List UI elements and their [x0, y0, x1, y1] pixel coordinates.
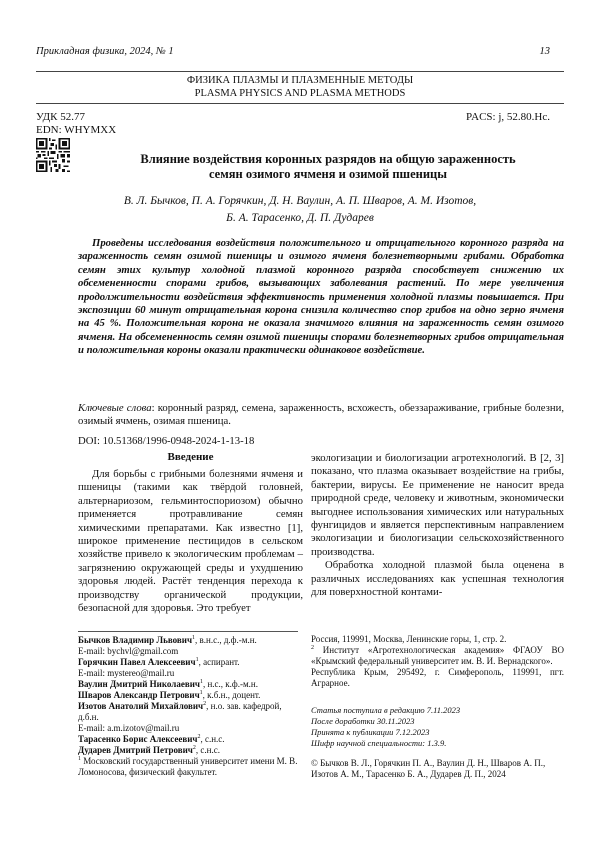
date-received: Статья поступила в редакцию 7.11.2023: [311, 705, 461, 715]
udk-block: [36, 111, 116, 136]
author-position: , с.н.с.: [200, 734, 225, 744]
date-revised: После доработки 30.11.2023: [311, 716, 415, 726]
introduction-left-column: Для борьбы с грибными болезнями ячменя и пшеницы (такими как твёрдой головней, альтернариозом, гельминтоспориозом) обычно применяется протравливание семян химическими препаратами. Как известно [1], широкое применение пестицидов в сельском хозяйстве привело к экологическим проблемам – загрязнению окружающей среды и ухудшению здоровья людей. Растёт тенденция перехода к производству органической продукции, безопасной для здоровья. Это требует: [78, 468, 303, 615]
author-affiliations-left: [78, 635, 303, 778]
qr-code-icon: [36, 138, 70, 172]
abstract: Проведены исследования воздействия положительного и отрицательного коронного разряда на зараженность семян озимой пшеницы и озимого ячменя болезнетворными грибами. Обработка семян этих культур холодной плазмой коронного разряда способствует снижению их обсемененности спорами грибов, вызывающих заболевания растений. По мере увеличения продолжительности воздействия эффективность применения холодной плазмы повышается. При экспозиции 60 минут отрицательная корона снизила количество спор грибов на одно зерно ячменя на 45 %. Положительная корона не оказала значимого влияния на зараженность семян озимого ячменя. На обсемененность семян озимой пшеницы спорами болезнетворных грибов отрицательная и положительная короны оказали практически одинаковое воздействие.: [78, 237, 564, 357]
affiliation-marker: 1: [192, 635, 196, 641]
author-position: , в.н.с., д.ф.-м.н.: [195, 635, 257, 645]
author-position: , н.о. зав. кафедрой, д.б.н.: [78, 701, 282, 722]
keywords: [78, 402, 564, 429]
author-name: Бычков Владимир Львович: [78, 635, 193, 645]
author-email: E-mail: mystereo@mail.ru: [78, 668, 175, 678]
author-position: , к.б.н., доцент.: [202, 690, 261, 700]
specialty-code: Шифр научной специальности: 1.3.9.: [311, 738, 447, 748]
affiliation-line: [78, 690, 303, 701]
article-dates: [311, 705, 564, 749]
author-name: Шваров Александр Петрович: [78, 690, 200, 700]
author-affiliations-right: [311, 634, 564, 689]
title-line-1: Влияние воздействия коронных разрядов на общую зараженность: [140, 152, 516, 166]
copyright: © Бычков В. Л., Горячкин П. А., Ваулин Д. Н., Шваров А. П., Изотов А. М., Тарасенко Б. А., Дударев Д. П., 2024: [311, 758, 546, 779]
affiliation-2-marker: 2: [311, 645, 314, 651]
affiliation-line: [78, 734, 303, 745]
author-name: Тарасенко Борис Алексеевич: [78, 734, 198, 744]
affiliation-marker: 2: [197, 734, 201, 740]
author-list: [60, 193, 540, 226]
intro-right-paragraph-1: экологизации и биологизации агротехнологий. В [2, 3] показано, что плазма оказывает воздействие на грибы, бактерии, вирусы. Ее применение не наносит вреда природной среде, человеку и животным, экономически выгоднее использования химических или натуральных фунгицидов и является перспективным направлением экологизации и биологизации сельскохозяйственного производства.: [311, 452, 564, 558]
section-bottom-rule: [36, 103, 564, 104]
affiliation-line: [78, 657, 303, 668]
keywords-label: Ключевые слова: [78, 402, 152, 414]
author-name: Горячкин Павел Алексеевич: [78, 657, 196, 667]
title-line-2: семян озимого ячменя и озимой пшеницы: [208, 167, 448, 181]
author-name: Дударев Дмитрий Петрович: [78, 745, 193, 755]
author-email: E-mail: bychvl@gmail.com: [78, 646, 179, 656]
date-accepted: Принята к публикации 7.12.2023: [311, 727, 430, 737]
doi: DOI: 10.51368/1996-0948-2024-1-13-18: [78, 435, 255, 447]
pacs-code: PACS: j, 52.80.Hc.: [466, 111, 550, 123]
affiliation-line: [78, 635, 303, 646]
page-number: 13: [539, 46, 550, 57]
affiliation-marker: 1: [199, 679, 203, 685]
footnote-marker: 1: [78, 756, 81, 762]
authors-line-2: Б. А. Тарасенко, Д. П. Дударев: [226, 211, 374, 224]
introduction-heading: Введение: [167, 451, 214, 463]
author-email: E-mail: a.m.izotov@mail.ru: [78, 723, 180, 733]
affiliation-line: [78, 679, 303, 690]
affiliation-marker: 2: [203, 701, 207, 707]
affiliation-line: [78, 668, 303, 679]
affiliation-line: [78, 723, 303, 734]
affiliation-line: [78, 756, 303, 778]
footnote-rule: [78, 631, 298, 632]
affiliation-line: [78, 646, 303, 657]
affiliation-line: [78, 745, 303, 756]
affiliation-text: Московский государственный университет имени М. В. Ломоносова, физический факультет.: [78, 756, 298, 777]
journal-header: Прикладная физика, 2024, № 1: [36, 46, 174, 57]
affiliation-address-1: Россия, 119991, Москва, Ленинские горы, 1, стр. 2.: [311, 634, 507, 644]
affiliation-line: [78, 701, 303, 723]
affiliation-2-name: Институт «Агротехнологическая академия» ФГАОУ ВО «Крымский федеральный университет им. В. И. Вернадского».: [311, 645, 564, 666]
udk-code: УДК 52.77: [36, 111, 86, 123]
keywords-text: : коронный разряд, семена, зараженность, всхожесть, обеззараживание, грибные болезни, озимый ячмень, озимая пшеница.: [78, 402, 564, 428]
authors-line-1: В. Л. Бычков, П. А. Горячкин, Д. Н. Ваулин, А. П. Шваров, А. М. Изотов,: [123, 195, 477, 207]
affiliation-marker: 1: [199, 690, 203, 696]
section-heading-en: PLASMA PHYSICS AND PLASMA METHODS: [194, 88, 406, 99]
author-position: , с.н.с.: [195, 745, 220, 755]
author-name: Изотов Анатолий Михайлович: [78, 701, 204, 711]
section-top-rule: [36, 71, 564, 72]
affiliation-marker: 2: [192, 745, 196, 751]
introduction-right-column: [311, 452, 564, 599]
section-heading-ru: ФИЗИКА ПЛАЗМЫ И ПЛАЗМЕННЫЕ МЕТОДЫ: [186, 75, 414, 86]
affiliation-marker: 1: [195, 657, 199, 663]
intro-right-paragraph-2: Обработка холодной плазмой была оценена в различных исследованиях как успешная технология для поверхностной контами-: [311, 559, 564, 599]
author-position: , н.с., к.ф.-м.н.: [202, 679, 258, 689]
affiliation-2: [311, 645, 564, 667]
affiliation-address-2: Республика Крым, 295492, г. Симферополь, 119991, пгт. Аграрное.: [311, 667, 564, 688]
article-title: [78, 152, 578, 182]
edn-code: EDN: WHYMXX: [36, 123, 117, 136]
author-name: Ваулин Дмитрий Николаевич: [78, 679, 200, 689]
author-position: , аспирант.: [198, 657, 240, 667]
